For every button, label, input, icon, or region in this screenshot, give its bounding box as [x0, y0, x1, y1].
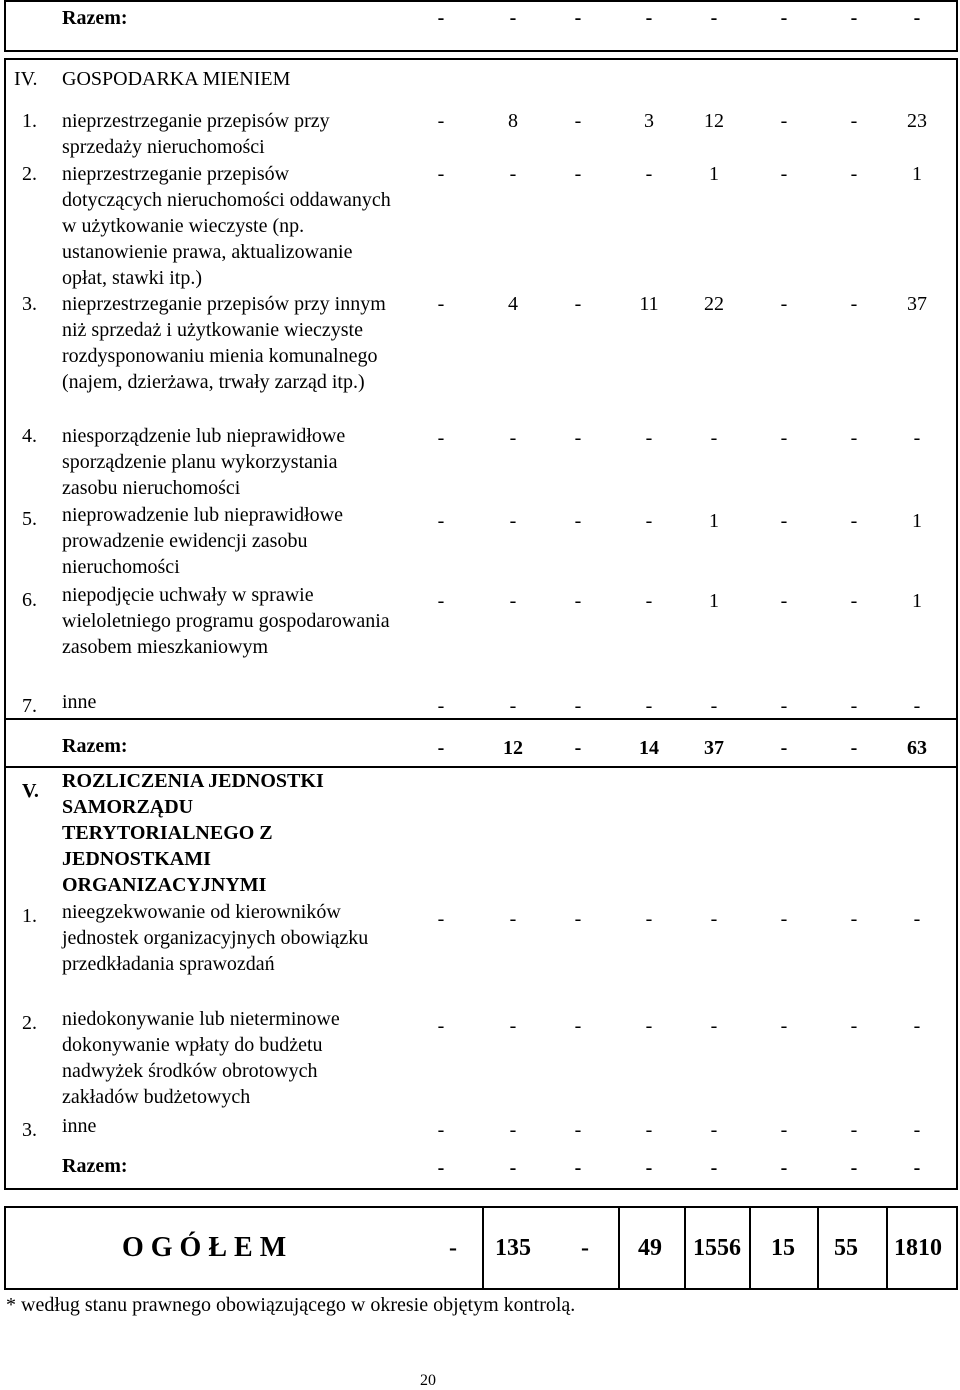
v-row-3-value-2: -: [509, 1119, 517, 1141]
iv-row-7-value-1: -: [437, 695, 445, 717]
v-total-label: Razem:: [62, 1155, 128, 1177]
iv-row-4-text: niesporządzenie lub nieprawidłowe sporządzenie planu wykorzystania zasobu nieruchomości: [62, 425, 346, 499]
grand-total-value-6: 15: [771, 1235, 795, 1261]
iv-row-5-value-7: -: [850, 510, 858, 532]
iv-row-1-value-6: -: [780, 110, 788, 132]
v-row-2-value-2: -: [509, 1015, 517, 1037]
v-row-2-value-8: -: [913, 1015, 921, 1037]
iv-row-5-text: nieprowadzenie lub nieprawidłowe prowadzenie ewidencji zasobu nieruchomości: [62, 504, 344, 578]
iv-total-value-6: -: [780, 737, 788, 759]
iv-row-1-value-3: -: [574, 110, 582, 132]
v-row-3-number: 3.: [22, 1119, 37, 1141]
iv-row-3-value-3: -: [574, 293, 582, 315]
footnote: * według stanu prawnego obowiązującego w okresie objętym kontrolą.: [6, 1294, 576, 1316]
v-row-3-value-4: -: [645, 1119, 653, 1141]
iv-row-2-value-8: 1: [912, 163, 922, 185]
iv-row-7-text: inne: [62, 691, 97, 713]
iv-row-6-number: 6.: [22, 589, 37, 611]
iv-total-value-4: 14: [639, 737, 659, 759]
v-row-2-value-6: -: [780, 1015, 788, 1037]
iv-row-3-value-2: 4: [508, 293, 518, 315]
iv-row-4-value-2: -: [509, 427, 517, 449]
iv-row-1-value-2: 8: [508, 110, 518, 132]
iv-row-3-value-8: 37: [907, 293, 927, 315]
v-total-value-6: -: [780, 1157, 788, 1179]
v-row-2-value-5: -: [710, 1015, 718, 1037]
top-total-value-4: -: [645, 7, 653, 29]
iv-row-6-value-3: -: [574, 590, 582, 612]
v-total-value-4: -: [645, 1157, 653, 1179]
v-row-2-value-3: -: [574, 1015, 582, 1037]
v-row-1-value-6: -: [780, 908, 788, 930]
iv-row-2-value-6: -: [780, 163, 788, 185]
iv-row-6-text: niepodjęcie uchwały w sprawie wieloletniego programu gospodarowania zasobem mieszkaniowym: [62, 584, 390, 658]
iv-row-3-value-1: -: [437, 293, 445, 315]
v-total-value-5: -: [710, 1157, 718, 1179]
iv-row-2-text: nieprzestrzeganie przepisów dotyczących nieruchomości oddawanych w użytkowanie wieczyste (np. ustanowienie prawa, aktualizowanie opłat, stawki itp.): [62, 163, 391, 289]
iv-row-6-value-7: -: [850, 590, 858, 612]
iv-total-value-1: -: [437, 737, 445, 759]
v-row-3-value-7: -: [850, 1119, 858, 1141]
iv-row-7-value-7: -: [850, 695, 858, 717]
iv-row-2-value-2: -: [509, 163, 517, 185]
v-row-2-value-7: -: [850, 1015, 858, 1037]
iv-total-value-5: 37: [704, 737, 724, 759]
grand-total-value-7: 55: [834, 1235, 858, 1261]
v-row-1-number: 1.: [22, 905, 37, 927]
iv-row-7-value-3: -: [574, 695, 582, 717]
v-total-value-3: -: [574, 1157, 582, 1179]
v-row-2-value-4: -: [645, 1015, 653, 1037]
v-row-3-value-3: -: [574, 1119, 582, 1141]
iv-total-value-2: 12: [503, 737, 523, 759]
iv-row-5-number: 5.: [22, 508, 37, 530]
v-row-2-value-1: -: [437, 1015, 445, 1037]
section-iv-title: GOSPODARKA MIENIEM: [62, 68, 291, 90]
v-row-3-value-8: -: [913, 1119, 921, 1141]
grand-total-value-3: -: [581, 1235, 589, 1261]
iv-row-7-value-5: -: [710, 695, 718, 717]
top-total-value-6: -: [780, 7, 788, 29]
iv-total-value-7: -: [850, 737, 858, 759]
iv-row-2-value-4: -: [645, 163, 653, 185]
iv-row-5-value-1: -: [437, 510, 445, 532]
iv-row-6-value-5: 1: [709, 590, 719, 612]
iv-row-4-value-8: -: [913, 427, 921, 449]
v-row-1-value-8: -: [913, 908, 921, 930]
section-iv-number: IV.: [14, 68, 38, 90]
grand-total-divider-3: [684, 1206, 686, 1290]
iv-row-2-value-1: -: [437, 163, 445, 185]
iv-row-6-value-2: -: [509, 590, 517, 612]
iv-row-3-value-4: 11: [639, 293, 659, 315]
iv-total-value-3: -: [574, 737, 582, 759]
top-total-value-5: -: [710, 7, 718, 29]
iv-row-7-value-6: -: [780, 695, 788, 717]
v-row-1-value-2: -: [509, 908, 517, 930]
iv-row-3-value-7: -: [850, 293, 858, 315]
iv-row-5-value-8: 1: [912, 510, 922, 532]
v-total-value-1: -: [437, 1157, 445, 1179]
v-total-value-7: -: [850, 1157, 858, 1179]
iv-row-2-value-5: 1: [709, 163, 719, 185]
v-row-1-value-5: -: [710, 908, 718, 930]
iv-row-2-value-7: -: [850, 163, 858, 185]
iv-row-3-value-6: -: [780, 293, 788, 315]
iv-row-5-value-4: -: [645, 510, 653, 532]
v-row-2-text: niedokonywanie lub nieterminowe dokonywanie wpłaty do budżetu nadwyżek środków obrotowych zakładów budżetowych: [62, 1008, 340, 1108]
top-total-value-7: -: [850, 7, 858, 29]
v-total-value-2: -: [509, 1157, 517, 1179]
iv-row-4-value-4: -: [645, 427, 653, 449]
iv-row-4-value-6: -: [780, 427, 788, 449]
top-total-value-1: -: [437, 7, 445, 29]
iv-row-7-value-2: -: [509, 695, 517, 717]
v-row-1-text: nieegzekwowanie od kierowników jednostek organizacyjnych obowiązku przedkładania sprawozdań: [62, 901, 369, 975]
iv-row-1-value-1: -: [437, 110, 445, 132]
section-v-title: ROZLICZENIA JEDNOSTKI SAMORZĄDU TERYTORIALNEGO Z JEDNOSTKAMI ORGANIZACYJNYMI: [62, 770, 324, 896]
grand-total-label: O G Ó Ł E M: [122, 1232, 287, 1263]
grand-total-divider-4: [749, 1206, 751, 1290]
iv-row-7-value-4: -: [645, 695, 653, 717]
iv-total-value-8: 63: [907, 737, 927, 759]
iv-row-6-value-6: -: [780, 590, 788, 612]
iv-total-label: Razem:: [62, 735, 128, 757]
top-total-value-8: -: [913, 7, 921, 29]
iv-row-1-value-4: 3: [644, 110, 654, 132]
v-row-3-value-6: -: [780, 1119, 788, 1141]
iv-row-4-value-7: -: [850, 427, 858, 449]
grand-total-value-5: 1556: [693, 1235, 741, 1261]
iv-row-4-value-5: -: [710, 427, 718, 449]
v-row-3-text: inne: [62, 1115, 97, 1137]
grand-total-value-1: -: [449, 1235, 457, 1261]
grand-total-value-4: 49: [638, 1235, 662, 1261]
grand-total-value-8: 1810: [894, 1235, 942, 1261]
iv-row-1-number: 1.: [22, 110, 37, 132]
iv-row-5-value-5: 1: [709, 510, 719, 532]
grand-total-value-2: 135: [495, 1235, 531, 1261]
iv-row-2-number: 2.: [22, 163, 37, 185]
v-total-value-8: -: [913, 1157, 921, 1179]
v-row-1-value-7: -: [850, 908, 858, 930]
iv-row-5-value-6: -: [780, 510, 788, 532]
divider-iv-total: [4, 718, 958, 720]
top-total-value-3: -: [574, 7, 582, 29]
page-number: 20: [420, 1372, 436, 1389]
top-total-label: Razem:: [62, 7, 128, 29]
iv-row-3-number: 3.: [22, 293, 37, 315]
v-row-3-value-5: -: [710, 1119, 718, 1141]
iv-row-1-text: nieprzestrzeganie przepisów przy sprzedaży nieruchomości: [62, 110, 330, 158]
iv-row-3-value-5: 22: [704, 293, 724, 315]
iv-row-4-number: 4.: [22, 425, 37, 447]
v-row-3-value-1: -: [437, 1119, 445, 1141]
v-row-2-number: 2.: [22, 1012, 37, 1034]
iv-row-1-value-5: 12: [704, 110, 724, 132]
iv-row-1-value-7: -: [850, 110, 858, 132]
v-row-1-value-1: -: [437, 908, 445, 930]
section-v-number: V.: [22, 780, 39, 802]
v-row-1-value-3: -: [574, 908, 582, 930]
iv-row-5-value-2: -: [509, 510, 517, 532]
iv-row-4-value-1: -: [437, 427, 445, 449]
iv-row-7-value-8: -: [913, 695, 921, 717]
iv-row-3-text: nieprzestrzeganie przepisów przy innym niż sprzedaż i użytkowanie wieczyste rozdysponowaniu mienia komunalnego (najem, dzierżawa, trwały zarząd itp.): [62, 293, 386, 393]
iv-row-7-number: 7.: [22, 695, 37, 717]
top-total-value-2: -: [509, 7, 517, 29]
iv-row-5-value-3: -: [574, 510, 582, 532]
iv-row-6-value-1: -: [437, 590, 445, 612]
v-row-1-value-4: -: [645, 908, 653, 930]
iv-row-2-value-3: -: [574, 163, 582, 185]
iv-row-6-value-8: 1: [912, 590, 922, 612]
top-total-box: [4, 0, 958, 52]
iv-row-4-value-3: -: [574, 427, 582, 449]
iv-row-1-value-8: 23: [907, 110, 927, 132]
iv-row-6-value-4: -: [645, 590, 653, 612]
